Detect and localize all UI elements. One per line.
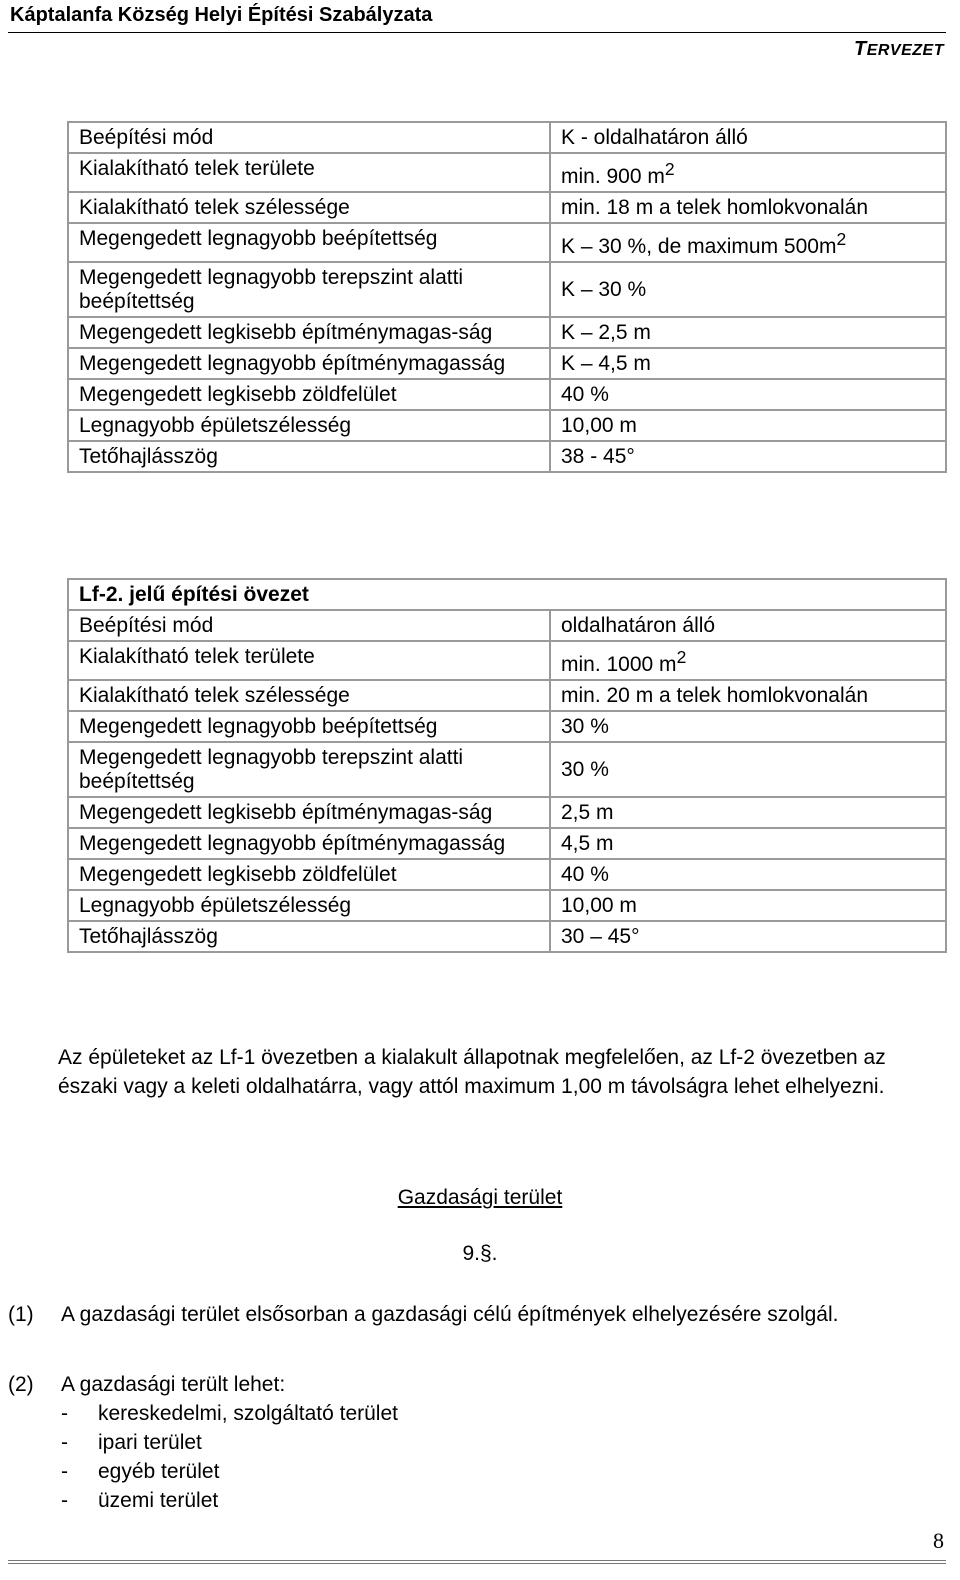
row-label: Megengedett legnagyobb építménymagasság (68, 348, 550, 379)
list-item: - kereskedelmi, szolgáltató terület (61, 1402, 398, 1425)
clause-number: (1) (8, 1303, 34, 1326)
placement-paragraph: Az épületeket az Lf-1 övezetben a kialakult állapotnak megfelelően, az Lf-2 övezetben az északi vagy a keleti oldalhatárra, vagy attól maximum 1,00 m távolságra lehet elhelyezni. (58, 1046, 886, 1098)
zone-table-lf2 (67, 578, 947, 953)
row-label: Megengedett legkisebb zöldfelület (68, 859, 550, 890)
list-item: - ipari terület (61, 1431, 202, 1454)
clause-number: (2) (8, 1373, 34, 1396)
table-row (68, 641, 946, 680)
row-value: K – 2,5 m (550, 317, 946, 348)
row-label: Tetőhajlásszög (68, 921, 550, 952)
superscript: 2 (836, 229, 847, 249)
row-label: Tetőhajlásszög (68, 441, 550, 472)
row-value: min. 1000 $m^2$ (550, 641, 946, 680)
table-row (68, 742, 946, 797)
table-row (68, 223, 946, 262)
table-row (68, 680, 946, 711)
row-value: 30 % (550, 742, 946, 797)
table-row (68, 921, 946, 952)
row-value: 10,00 m (550, 890, 946, 921)
table-row (68, 192, 946, 223)
row-label: Megengedett legnagyobb építménymagasság (68, 828, 550, 859)
row-label: Kialakítható telek szélessége (68, 680, 550, 711)
table-row (68, 711, 946, 742)
row-value: 2,5 m (550, 797, 946, 828)
table-row (68, 890, 946, 921)
table-row (68, 379, 946, 410)
row-label: Megengedett legnagyobb terepszint alatti beépítettség (68, 262, 550, 317)
area-type-list (61, 1399, 948, 1515)
row-value: 4,5 m (550, 828, 946, 859)
row-value: 30 % (550, 711, 946, 742)
section-number: 9.§. (462, 1242, 498, 1265)
section-title: Gazdasági terület (397, 1186, 563, 1209)
row-value: min. 20 m a telek homlokvonalán (550, 680, 946, 711)
row-value: oldalhatáron álló (550, 610, 946, 641)
document-title: Káptalanfa Község Helyi Építési Szabályzata (10, 4, 433, 26)
row-value: K – 4,5 m (550, 348, 946, 379)
table-row (68, 122, 946, 153)
row-label: Beépítési mód (68, 610, 550, 641)
table-row (68, 410, 946, 441)
table-row (68, 262, 946, 317)
list-item: - egyéb terület (61, 1460, 220, 1483)
table-row (68, 441, 946, 472)
row-label: Kialakítható telek szélessége (68, 192, 550, 223)
page-number: 8 (933, 1528, 944, 1553)
row-label: Legnagyobb épületszélesség (68, 410, 550, 441)
row-value: K – 30 % (550, 262, 946, 317)
table-row (68, 610, 946, 641)
row-value: 40 % (550, 859, 946, 890)
table-row (68, 859, 946, 890)
table-row (68, 797, 946, 828)
zone-heading: Lf-2. jelű építési övezet (68, 579, 946, 610)
row-value: K - oldalhatáron álló (550, 122, 946, 153)
row-label: Megengedett legkisebb zöldfelület (68, 379, 550, 410)
brand-initial: T (853, 38, 867, 60)
clause-text: A gazdasági terület elsősorban a gazdasági célú építmények elhelyezésére szolgál. (61, 1303, 839, 1326)
row-label: Megengedett legnagyobb terepszint alatti beépítettség (68, 742, 550, 797)
table-row (68, 828, 946, 859)
list-item: - üzemi terület (61, 1489, 219, 1512)
table-heading-row (68, 579, 946, 610)
row-value: 40 % (550, 379, 946, 410)
row-label: Legnagyobb épületszélesség (68, 890, 550, 921)
clause-text: A gazdasági terült lehet: (61, 1373, 286, 1396)
table-row (68, 348, 946, 379)
clause-body (61, 1370, 948, 1515)
table-row (68, 317, 946, 348)
brand-rest: ERVEZET (866, 42, 944, 59)
row-label: Megengedett legnagyobb beépítettség (68, 223, 550, 262)
row-label: Megengedett legkisebb építménymagas-ság (68, 797, 550, 828)
row-value: 10,00 m (550, 410, 946, 441)
footer-divider (8, 1560, 946, 1564)
row-value: min. 18 m a telek homlokvonalán (550, 192, 946, 223)
row-label: Kialakítható telek területe (68, 153, 550, 192)
row-value: 38 - 45° (550, 441, 946, 472)
zone-table-lf1 (67, 121, 947, 473)
row-label: Beépítési mód (68, 122, 550, 153)
row-value: min. 900 $m^2$ (550, 153, 946, 192)
row-label: Kialakítható telek területe (68, 641, 550, 680)
header-divider (8, 32, 946, 33)
row-value: K – 30 %, de maximum $500m^2$ (550, 223, 946, 262)
row-label: Megengedett legnagyobb beépítettség (68, 711, 550, 742)
company-brand (854, 38, 944, 61)
row-label: Megengedett legkisebb építménymagas-ság (68, 317, 550, 348)
superscript: 2 (676, 647, 687, 667)
superscript: 2 (664, 159, 675, 179)
table-row (68, 153, 946, 192)
row-value: 30 – 45° (550, 921, 946, 952)
